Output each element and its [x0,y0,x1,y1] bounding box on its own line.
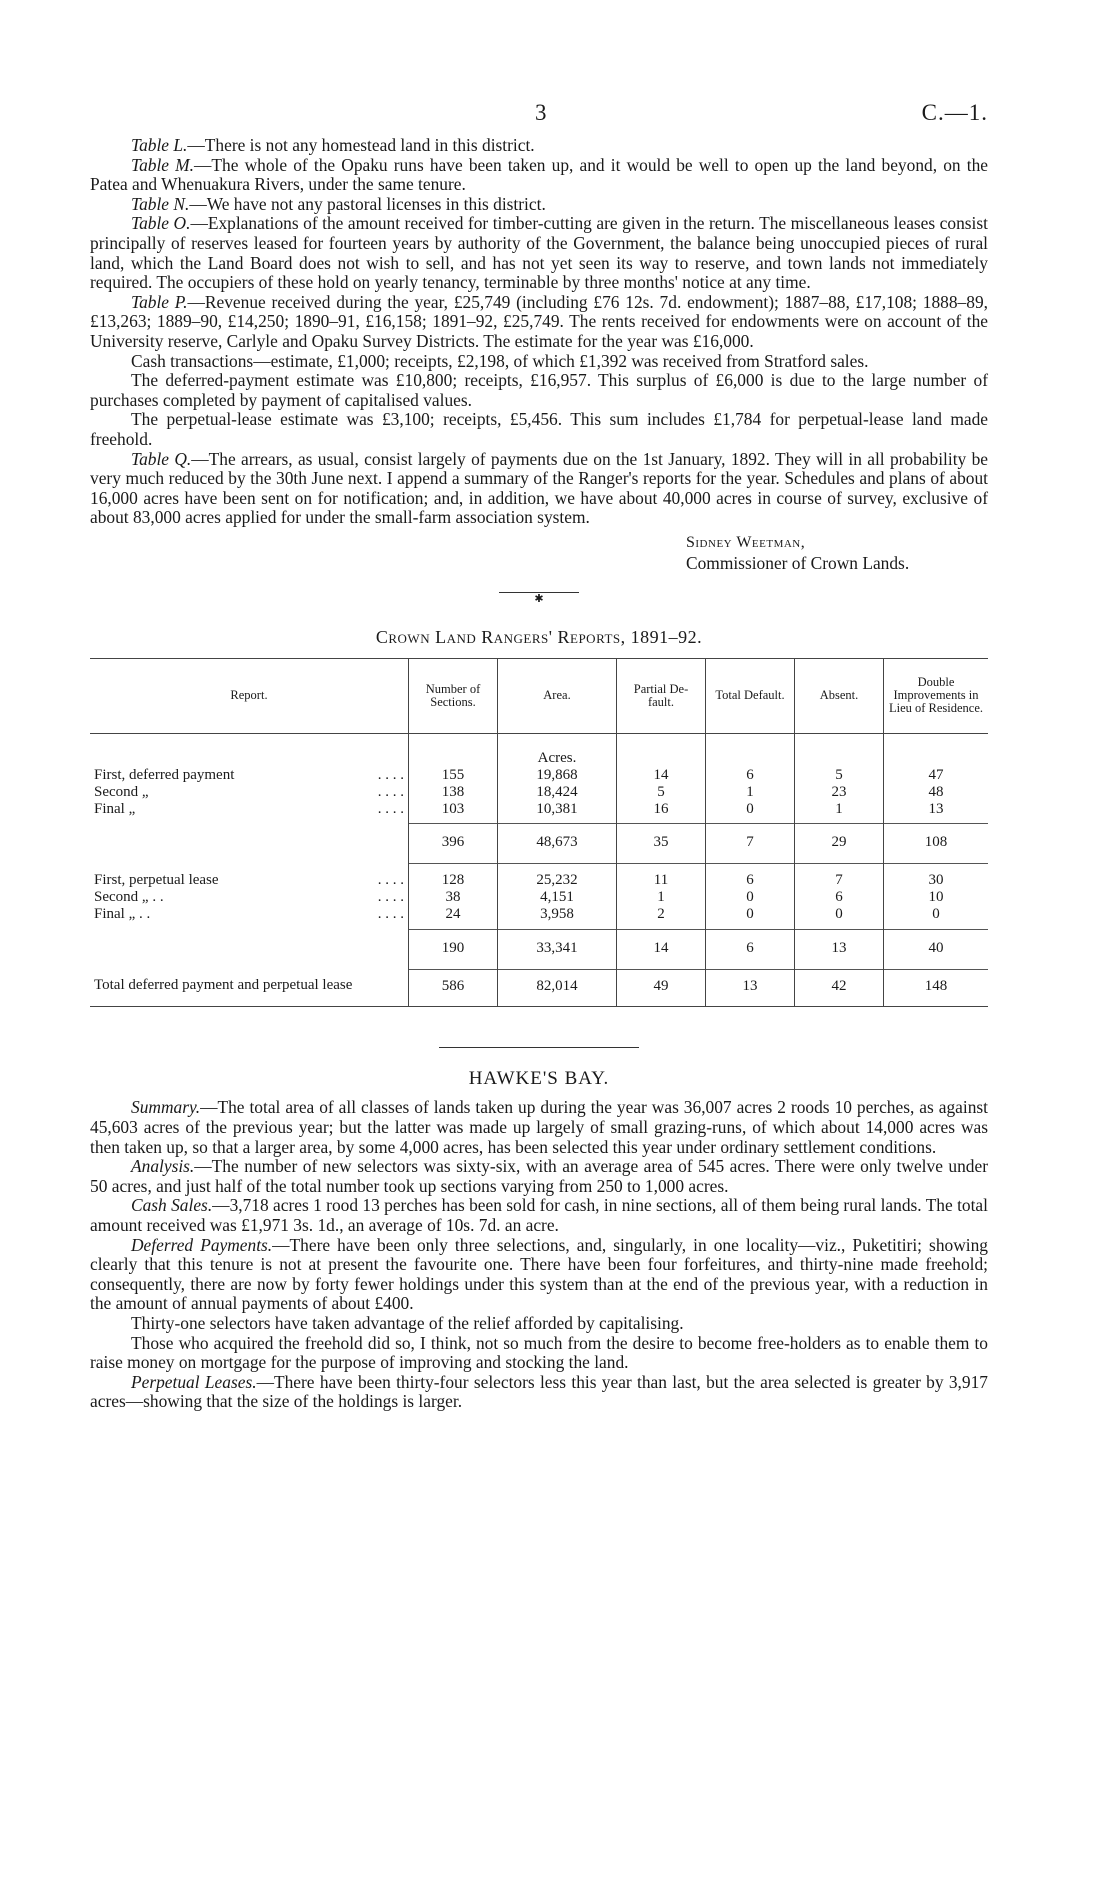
col-header-double-improvements: Double Improvements in Lieu of Residence. [884,658,989,733]
paragraph: Those who acquired the freehold did so, I think, not so much from the desire to become free-holders as to enable them to raise money on mortgage for the purpose of improving and stocking the land. [90,1332,988,1373]
paragraph: The deferred-payment estimate was £10,800; receipts, £16,957. This surplus of £6,000 is due to the large number of purchases completed by payment of capitalised values. [90,370,988,410]
table-row: First, perpetual lease . . . . 128 25,232 11 6 7 30 [90,864,988,890]
subtotal-row: 190 33,341 14 6 13 40 [90,929,988,969]
document-reference: C.—1. [921,100,988,125]
paragraph: Table O.—Explanations of the amount received for timber-cutting are given in the return. The miscellaneous leases consist principally of reserves leased for fourteen years by authority of the Government, the balance being unoccupied pieces of rural land, which the Land Board does not wish to sell, and has not yet seen its way to reserve, and town lands not immediately required. The occupiers of these hold on yearly tenancy, terminable by three months' notice at any time. [90,213,988,293]
section-divider [439,1047,639,1048]
paragraph: Analysis.—The number of new selectors was sixty-six, with an average area of 545 acres. There were only twelve under 50 acres, and just half of the total number took up sections varying from 250 to 1,000 acres. [90,1156,988,1196]
document-page [90,100,988,1412]
col-header-total-default: Total Default. [706,658,795,733]
hawkes-bay-paragraphs [90,1098,988,1412]
table-row: Final „ . . . . . . 24 3,958 2 0 0 0 [90,906,988,929]
page-number: 3 [535,100,547,125]
paragraph: Table L.—There is not any homestead land in this district. [131,135,535,155]
col-header-partial-default: Partial De-fault. [617,658,706,733]
table-row: Second „ . . . . 138 18,424 5 1 23 48 [90,784,988,801]
table-header-row [90,658,988,733]
paragraph: Table P.—Revenue received during the year, £25,749 (including £76 12s. 7d. endowment); 1887–88, £17,108; 1888–89, £13,263; 1889–90, £14,250; 1890–91, £16,158; 1891–92, £25,749. The rents received for endowments were on account of the University reserve, Carlyle and Opaku Survey Districts. The estimate for the year was £16,000. [90,291,988,351]
paragraph: Cash transactions—estimate, £1,000; receipts, £2,198, of which £1,392 was received from Stratford sales. [131,350,869,371]
section-title: HAWKE'S BAY. [468,1068,610,1090]
total-row: Total deferred payment and perpetual lease 586 82,014 49 13 42 148 [90,969,988,1007]
rangers-reports-table [90,658,988,1008]
paragraph: Table M.—The whole of the Opaku runs have been taken up, and it would be well to open up the land beyond, on the Patea and Whenuakura Rivers, under the same tenure. [90,154,988,195]
report-paragraphs [90,136,988,528]
paragraph: Perpetual Leases.—There have been thirty-four selectors less this year than last, but the area selected is greater by 3,917 acres—showing that the size of the holdings is larger. [90,1371,988,1412]
col-header-report: Report. [90,658,409,733]
subtotal-row: 396 48,673 35 7 29 108 [90,824,988,864]
col-header-sections: Number of Sections. [409,658,498,733]
table-row [90,733,988,767]
area-unit-label: Acres. [498,733,617,767]
signatory-name: Sidney Weetman, [686,533,806,551]
ornament-mark: ✱ [534,592,544,605]
table-title: Crown Land Rangers' Reports, 1891–92. [375,626,703,647]
page-header [90,100,988,136]
paragraph: Cash Sales.—3,718 acres 1 rood 13 perches has been sold for cash, in nine sections, all of them being rural lands. The total amount received was £1,971 3s. 1d., an average of 10s. 7d. an acre. [90,1195,988,1235]
table-row: Second „ . . . . . . 38 4,151 1 0 6 10 [90,889,988,906]
col-header-absent: Absent. [795,658,884,733]
paragraph: Deferred Payments.—There have been only three selections, and, singularly, in one locality—viz., Puketitiri; showing clearly that this tenure is not at present the favourite one. There have been four forfeitures, and thirty-nine made freehold; consequently, there are now by forty fewer holdings under this system than at the end of the previous year, with a reduction in the amount of annual payments of about £400. [90,1234,988,1314]
signatory-title: Commissioner of Crown Lands. [686,552,910,573]
paragraph: Table Q.—The arrears, as usual, consist largely of payments due on the 1st January, 1892. They will in all probability be very much reduced by the 30th June next. I append a summary of the Ranger's reports for the year. Schedules and plans of about 16,000 acres have been sent on for notification; and, in addition, we have about 40,000 acres in course of survey, exclusive of about 83,000 acres applied for under the small-farm association system. [90,448,988,528]
total-label: Total deferred payment and perpetual lease [94,977,353,994]
table-row: Final „ . . . . 103 10,381 16 0 1 13 [90,801,988,824]
signature-block [90,532,988,574]
paragraph: Thirty-one selectors have taken advantage of the relief afforded by capitalising. [131,1312,684,1333]
paragraph: The perpetual-lease estimate was £3,100; receipts, £5,456. This sum includes £1,784 for perpetual-lease land made freehold. [90,409,988,449]
paragraph: Summary.—The total area of all classes of lands taken up during the year was 36,007 acres 2 roods 10 perches, as against 45,603 acres of the previous year; but the latter was made up largely of small grazing-runs, of which about 14,000 acres was then taken up, so that a larger area, by some 4,000 acres, has been selected this year under ordinary settlement conditions. [90,1097,988,1157]
paragraph: Table N.—We have not any pastoral licenses in this district. [131,193,546,214]
table-row: First, deferred payment . . . . 155 19,868 14 6 5 47 [90,767,988,784]
col-header-area: Area. [498,658,617,733]
